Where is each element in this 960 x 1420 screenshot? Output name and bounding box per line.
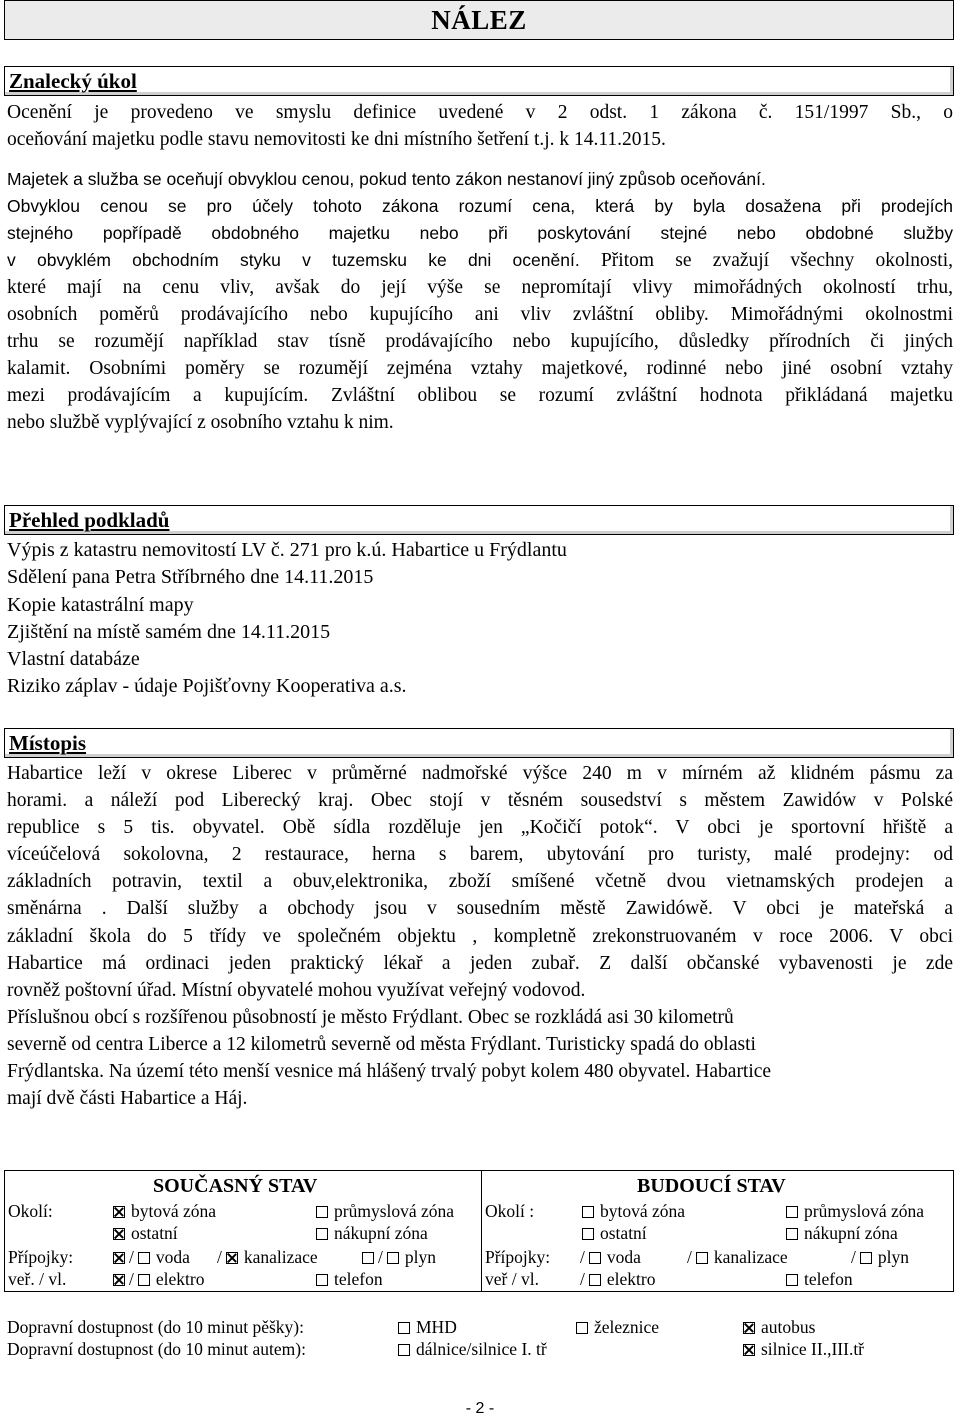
transport-section <box>7 1316 947 1360</box>
option-zeleznice[interactable]: železnice <box>576 1316 659 1338</box>
page-number: - 2 - <box>465 1400 495 1417</box>
section1-body: Majetek a služba se oceňují obvyklou cenou, pokud tento zákon nestanoví jiný způsob oceňování. Obvyklou cenou se pro účely tohoto zákona rozumí cena, která by byla dosažena při prodejích stejného popřípadě obdobného majetku nebo při poskytování stejné nebo obdobné služby v obvyklém obchodním styku v tuzemsku ke dni ocenění. Přitom se zvažují všechny okolnosti, které mají na cenu vliv, avšak do její výše se nepromítají vlivy mimořádných okolností trhu, osobních poměrů prodávajícího nebo kupujícího ani vliv zvláštní obliby. Mimořádnými okolnostmi trhu se rozumějí například stav tísně prodávajícího nebo kupujícího, důsledky přírodních či jiných kalamit. Osobními poměry se rozumějí zejména vztahy majetkové, rodinné nebo jiné osobní vztahy mezi prodávajícím a kupujícím. Zvláštní oblibou se rozumí zvláštní hodnota přikládaná majetku nebo službě vyplývající z osobního vztahu k nim. <box>7 169 953 433</box>
current-telefon[interactable]: telefon <box>316 1268 383 1290</box>
list-item: Zjištění na místě samém dne 14.11.2015 <box>7 620 331 643</box>
current-nakupni[interactable]: nákupní zóna <box>316 1222 428 1244</box>
checkbox-empty-icon <box>362 1252 374 1264</box>
checkbox-empty-icon <box>696 1252 708 1264</box>
section3-body: Habartice leží v okrese Liberec v průměrné nadmořské výšce 240 m v mírném až klidném pásmu za horami. a náleží pod Liberecký kraj. Obec stojí v těsném sousedství s městem Zawidów v Polské republice s 5 tis. obyvatel. Obě sídla rozděluje jen „Kočičí potok“. V obci je sportovní hřiště a víceúčelová sokolovna, 2 restaurace, herna s barem, ubytování pro turisty, malé prodejny: od základních potravin, textil a obuv,elektronika, zboží smíšené včetně dvou vietnamských prodejen a směnárna . Další služby a obchody jsou v sousedním městě Zawidówě. V obci je mateřská a základní škola do 5 třídy ve společném objektu , kompletně zrekonstruovaném v roce 2006. V obci Habartice má ordinaci jeden praktický lékař a jeden zubař. Z další občanské vybavenosti je zde rovněž poštovní úřad. Místní obyvatelé mohou využívat veřejný vodovod. Příslušnou obcí s rozšířenou působností je město Frýdlant. Obec se rozkládá asi 30 kilometrů severně od centra Liberce a 12 kilometrů severně od města Frýdlant. Turisticky spadá do oblasti Frýdlantska. Na území této menší vesnice má hlášený trvalý pobyt kolem 480 obyvatel. Habartice mají dvě části Habartice a Háj. <box>7 763 953 1110</box>
future-kanalizace[interactable]: / kanalizace <box>687 1247 788 1267</box>
list-item: Sdělení pana Petra Stříbrného dne 14.11.2015 <box>7 566 374 589</box>
checkbox-empty-icon <box>786 1206 798 1218</box>
future-voda[interactable]: / voda <box>580 1247 641 1267</box>
future-state-heading: BUDOUCÍ STAV <box>637 1175 786 1197</box>
current-elektro[interactable]: / elektro <box>113 1268 204 1290</box>
pripojky-label: Přípojky: <box>485 1247 551 1267</box>
checkbox-checked-icon <box>113 1228 125 1240</box>
checkbox-empty-icon <box>316 1206 328 1218</box>
checkbox-empty-icon <box>589 1252 601 1264</box>
current-kanalizace[interactable]: / kanalizace <box>217 1247 318 1267</box>
checkbox-empty-icon <box>576 1322 588 1334</box>
ver-vl-label: veř. / vl. <box>8 1269 67 1289</box>
current-bytova[interactable]: bytová zóna <box>113 1200 216 1222</box>
checkbox-empty-icon <box>138 1274 150 1286</box>
option-silnice[interactable]: silnice II.,III.tř <box>743 1338 864 1360</box>
section-heading-znalecky-ukol: Znalecký úkol <box>4 66 954 96</box>
checkbox-checked-icon <box>113 1274 125 1286</box>
list-item: Riziko záplav - údaje Pojišťovny Kooperativa a.s. <box>7 675 407 698</box>
future-elektro[interactable]: / elektro <box>580 1269 656 1289</box>
mixed-line: v obvyklém obchodním styku v tuzemsku ke dni ocenění. Přitom se zvažují všechny okolnosti, <box>7 250 953 271</box>
option-dalnice[interactable]: dálnice/silnice I. tř <box>398 1338 547 1360</box>
future-nakupni[interactable]: nákupní zóna <box>786 1222 898 1244</box>
list-item: Kopie katastrální mapy <box>7 593 194 616</box>
list-item: Vlastní databáze <box>7 648 140 671</box>
current-plyn[interactable]: / plyn <box>362 1246 436 1268</box>
checkbox-empty-icon <box>860 1252 872 1264</box>
checkbox-empty-icon <box>387 1252 399 1264</box>
checkbox-empty-icon <box>316 1274 328 1286</box>
pripojky-label: Přípojky: <box>8 1247 74 1267</box>
table-divider <box>481 1171 482 1291</box>
ver-vl-label: veř / vl. <box>485 1269 539 1289</box>
document-title: NÁLEZ <box>431 4 527 35</box>
checkbox-empty-icon <box>582 1228 594 1240</box>
transport-car-row: Dopravní dostupnost (do 10 minut autem): dálnice/silnice I. tř silnice II.,III.tř <box>7 1339 865 1359</box>
checkbox-empty-icon <box>398 1322 410 1334</box>
checkbox-empty-icon <box>398 1344 410 1356</box>
future-ostatni[interactable]: ostatní <box>582 1222 647 1244</box>
okoli-label: Okolí : <box>485 1201 535 1221</box>
checkbox-empty-icon <box>589 1274 601 1286</box>
checkbox-empty-icon <box>316 1228 328 1240</box>
current-ostatni[interactable]: ostatní <box>113 1222 178 1244</box>
section1-intro: Ocenění je provedeno ve smyslu definice uvedené v 2 odst. 1 zákona č. 151/1997 Sb., o oceňování majetku podle stavu nemovitosti ke dni místního šetření t.j. k 14.11.2015. <box>7 102 953 150</box>
future-bytova[interactable]: bytová zóna <box>582 1200 685 1222</box>
checkbox-checked-icon <box>113 1252 125 1264</box>
section-heading-prehled-podkladu: Přehled podkladů <box>4 505 954 535</box>
status-table <box>4 1170 954 1292</box>
option-autobus[interactable]: autobus <box>743 1316 815 1338</box>
sources-list <box>7 537 567 701</box>
checkbox-empty-icon <box>582 1206 594 1218</box>
current-state-heading: SOUČASNÝ STAV <box>153 1175 318 1197</box>
checkbox-checked-icon <box>743 1344 755 1356</box>
checkbox-checked-icon <box>743 1322 755 1334</box>
okoli-label: Okolí: <box>8 1201 53 1221</box>
checkbox-empty-icon <box>786 1274 798 1286</box>
title-box <box>4 0 954 40</box>
current-voda[interactable]: / voda <box>113 1246 190 1268</box>
list-item: Výpis z katastru nemovitostí LV č. 271 pro k.ú. Habartice u Frýdlantu <box>7 539 567 561</box>
section-heading-mistopis: Místopis <box>4 728 954 758</box>
future-prumyslova[interactable]: průmyslová zóna <box>786 1200 924 1222</box>
future-telefon[interactable]: telefon <box>786 1268 853 1290</box>
checkbox-checked-icon <box>113 1206 125 1218</box>
current-prumyslova[interactable]: průmyslová zóna <box>316 1200 454 1222</box>
checkbox-empty-icon <box>786 1228 798 1240</box>
future-plyn[interactable]: / plyn <box>851 1247 909 1267</box>
checkbox-checked-icon <box>226 1252 238 1264</box>
option-mhd[interactable]: MHD <box>398 1316 457 1338</box>
transport-walk-row: Dopravní dostupnost (do 10 minut pěšky): MHD železnice autobus <box>7 1317 816 1337</box>
checkbox-empty-icon <box>138 1252 150 1264</box>
